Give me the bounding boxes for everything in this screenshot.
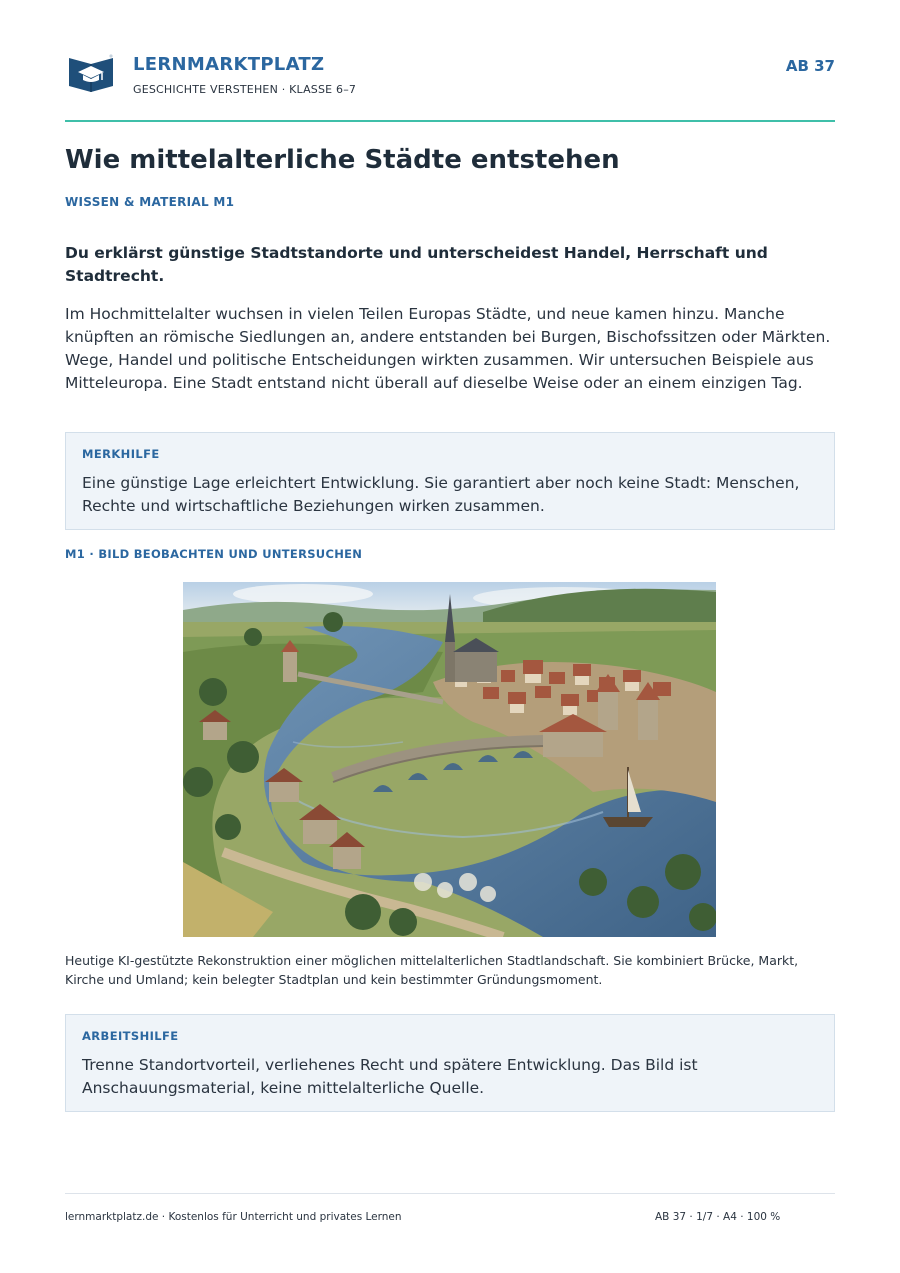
footer-divider: [65, 1193, 835, 1194]
medieval-town-illustration: [183, 582, 716, 937]
arbeitshilfe-box: [65, 1014, 835, 1112]
brand-name: LERNMARKTPLATZ: [133, 54, 325, 75]
footer-site-info: lernmarktplatz.de · Kostenlos für Unterricht und privates Lernen: [65, 1211, 402, 1223]
arbeitshilfe-text: Trenne Standortvorteil, verliehenes Recht und spätere Entwicklung. Das Bild ist Anschauungsmaterial, keine mittelalterliche Quelle.: [82, 1056, 698, 1097]
m1-section-label: M1 · BILD BEOBACHTEN UND UNTERSUCHEN: [65, 547, 363, 561]
section-kicker: WISSEN & MATERIAL M1: [65, 195, 235, 209]
arbeitshilfe-label: ARBEITSHILFE: [82, 1029, 179, 1043]
header-divider: [65, 120, 835, 122]
learning-goal: Du erklärst günstige Stadtstandorte und unterscheidest Handel, Herrschaft und Stadtrecht.: [65, 244, 768, 285]
merkhilfe-text: Eine günstige Lage erleichtert Entwicklung. Sie garantiert aber noch keine Stadt: Menschen, Rechte und wirtschaftliche Beziehungen wirken zusammen.: [82, 474, 800, 515]
footer-page-info: AB 37 · 1/7 · A4 · 100 %: [655, 1211, 781, 1223]
image-caption: Heutige KI-gestützte Rekonstruktion einer möglichen mittelalterlichen Stadtlandschaft. Sie kombiniert Brücke, Markt, Kirche und Umland; kein belegter Stadtplan und kein bestimmter Gründungsmoment.: [65, 953, 799, 987]
merkhilfe-box: [65, 432, 835, 530]
brand-subtitle: GESCHICHTE VERSTEHEN · KLASSE 6–7: [133, 83, 357, 96]
sheet-number: AB 37: [785, 57, 835, 75]
merkhilfe-label: MERKHILFE: [82, 447, 160, 461]
graduation-cap-book-icon: [67, 52, 115, 94]
page-header: [65, 50, 835, 120]
intro-paragraph: Im Hochmittelalter wuchsen in vielen Teilen Europas Städte, und neue kamen hinzu. Manche knüpften an römische Siedlungen an, andere entstanden bei Burgen, Bischofssitzen oder Märkten. Wege, Handel und politische Entscheidungen wirkten zusammen. Wir untersuchen Beispiele aus Mitteleuropa. Eine Stadt entstand nicht überall auf dieselbe Weise oder an einem einzigen Tag.: [65, 305, 831, 392]
page-title: Wie mittelalterliche Städte entstehen: [65, 145, 620, 175]
